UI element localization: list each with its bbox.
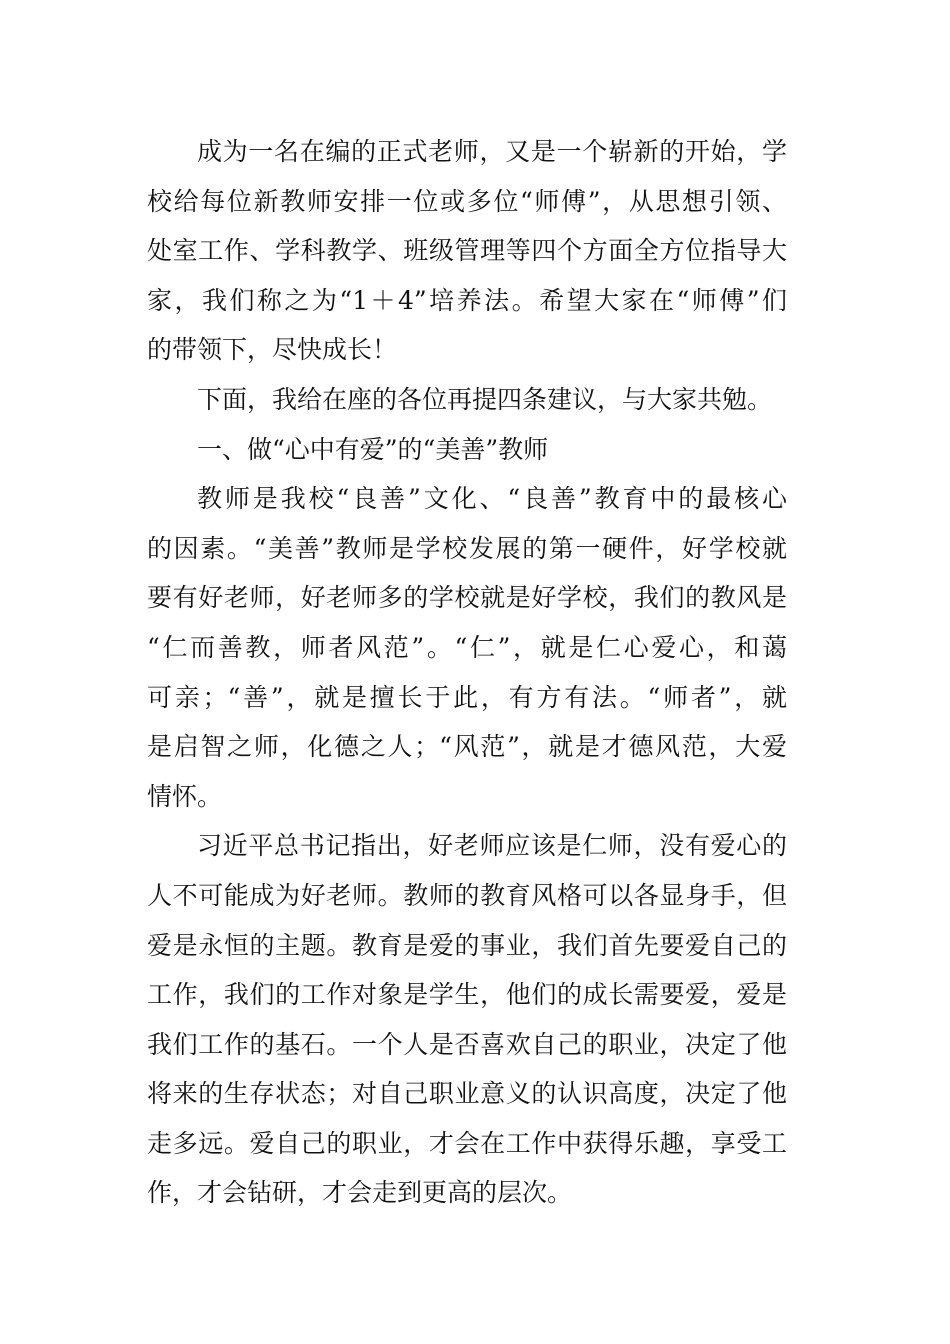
text-line: 的因素。“美善”教师是学校发展的第一硬件，好学校就: [147, 533, 787, 563]
text-line: 的带领下，尽快成长！: [147, 335, 398, 365]
text-line: 成为一名在编的正式老师，又是一个崭新的开始，学: [197, 137, 787, 166]
text-line: 我们工作的基石。一个人是否喜欢自己的职业，决定了他: [147, 1029, 787, 1059]
text-line: 教师是我校“良善”文化、“良善”教育中的最核心: [197, 484, 787, 514]
text-line: 工作，我们的工作对象是学生，他们的成长需要爱，爱是: [147, 980, 787, 1010]
text-line: 要有好老师，好老师多的学校就是好学校，我们的教风是: [147, 583, 787, 613]
text-line: 走多远。爱自己的职业，才会在工作中获得乐趣，享受工: [147, 1128, 787, 1158]
text-line: 处室工作、学科教学、班级管理等四个方面全方位指导大: [147, 236, 787, 266]
paragraph-love-profession: [147, 821, 787, 1218]
paragraph-four-suggestions: [147, 375, 787, 425]
text-line: 校给每位新教师安排一位或多位“师傅”，从思想引领、: [147, 186, 787, 216]
text-line: 可亲；“善”，就是擅长于此，有方有法。“师者”，就: [147, 682, 787, 712]
text-line: 将来的生存状态；对自己职业意义的认识高度，决定了他: [147, 1079, 787, 1109]
text-line: 作，才会钻研，才会走到更高的层次。: [147, 1178, 573, 1208]
text-line: 爱是永恒的主题。教育是爱的事业，我们首先要爱自己的: [147, 930, 787, 960]
paragraph-new-teacher-mentors: [147, 127, 787, 375]
text-line: 下面，我给在座的各位再提四条建议，与大家共勉。: [197, 384, 773, 414]
text-line: 家，我们称之为“1＋4”培养法。希望大家在“师傅”们: [147, 285, 787, 315]
text-line: 习近平总书记指出，好老师应该是仁师，没有爱心的: [197, 831, 787, 861]
text-line: 人不可能成为好老师。教师的教育风格可以各显身手，但: [147, 880, 787, 910]
paragraph-teacher-core: [147, 474, 787, 821]
text-line: 情怀。: [147, 781, 223, 811]
text-line: 是启智之师，化德之人；“风范”，就是才德风范，大爱: [147, 732, 787, 762]
section-heading-one: [147, 425, 787, 475]
text-line: “仁而善教，师者风范”。“仁”，就是仁心爱心，和蔼: [147, 632, 787, 662]
document-body: [147, 127, 787, 1218]
heading-text: 一、做“心中有爱”的“美善”教师: [197, 434, 549, 464]
